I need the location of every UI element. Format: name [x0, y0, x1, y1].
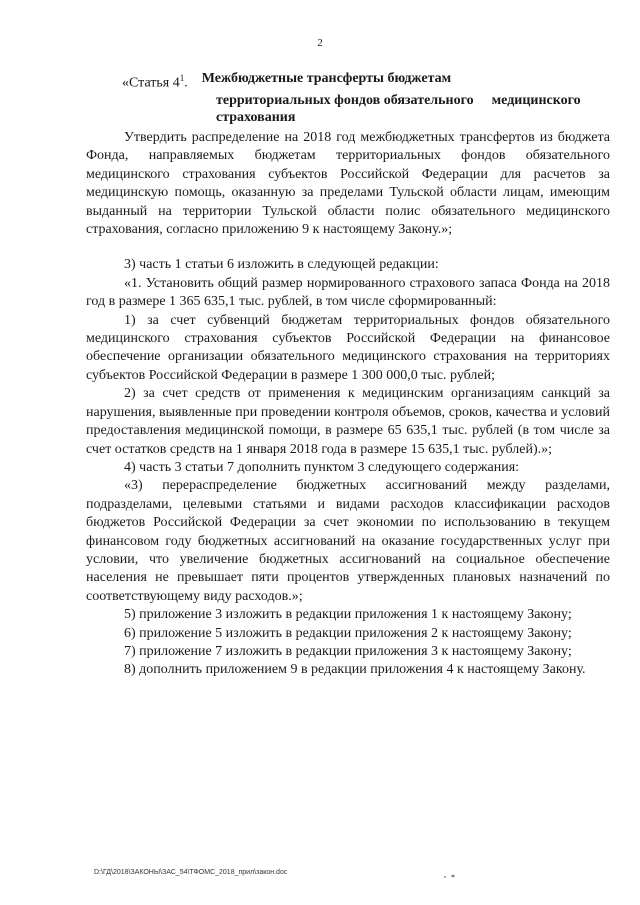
document-body [86, 129, 610, 680]
paragraph-reserve: «1. Установить общий размер нормированного страхового запаса Фонда на 2018 год в размере 1 365 635,1 тыс. рублей, в том числе сформированный: [86, 275, 610, 310]
paragraph-item-6: 6) приложение 5 изложить в редакции приложения 2 к настоящему Закону; [124, 625, 572, 641]
article-heading [122, 70, 602, 126]
footer-file-path: D:\ГД\2018\ЗАКОНЫ\ЗАС_54\ТФОМС_2018_прил\закон.doc [94, 869, 288, 876]
paragraph-item-3: 3) часть 1 статьи 6 изложить в следующей редакции: [124, 257, 439, 273]
paragraph-redistribution: «3) перераспределение бюджетных ассигнований между разделами, подразделами, целевыми статьями и видами расходов классификации расходов бюджетов Российской Федерации за счет экономии по использованию в текущем финансовом году бюджетных ассигнований на оказание государственных услуг при условии, что увеличение бюджетных ассигнований на социальное обеспечение населения не превышает пяти процентов утвержденных плановых назначений по соответствующему виду расходов.»; [86, 478, 610, 604]
article-label: «Статья $4^1$. [122, 73, 188, 91]
paragraph-item-7: 7) приложение 7 изложить в редакции приложения 3 к настоящему Закону; [124, 643, 572, 659]
page-number: 2 [317, 37, 323, 49]
paragraph-transfers: Утвердить распределение на 2018 год межбюджетных трансфертов из бюджета Фонда, направляемых бюджетам территориальных фондов обязательного медицинского страхования субъектов Российской Федерации для расчетов за медицинскую помощь, оказанную за пределами Тульской области лицам, имеющим выданный на территории Тульской области полис обязательного медицинского страхования, согласно приложению 9 к настоящему Закону.»; [86, 130, 610, 238]
article-title-line-3: страхования [216, 109, 296, 125]
paragraph-item-8: 8) дополнить приложением 9 в редакции приложения 4 к настоящему Закону. [124, 662, 586, 678]
article-title-line-1: Межбюджетные трансферты бюджетам [201, 71, 452, 86]
scan-mark-icon [442, 872, 458, 880]
article-title-line-2: территориальных фондов обязательного медицинского [216, 92, 581, 108]
paragraph-item-5: 5) приложение 3 изложить в редакции приложения 1 к настоящему Закону; [124, 607, 572, 623]
paragraph-item-4: 4) часть 3 статьи 7 дополнить пунктом 3 следующего содержания: [124, 459, 520, 475]
paragraph-reserve-1: 1) за счет субвенций бюджетам территориальных фондов обязательного медицинского страхования субъектов Российской Федерации на финансовое обеспечение организации обязательного медицинского страхования на территориях субъектов Российской Федерации в размере 1 300 000,0 тыс. рублей; [86, 312, 610, 383]
paragraph-reserve-2: 2) за счет средств от применения к медицинским организациям санкций за нарушения, выявленные при проведении контроля объемов, сроков, качества и условий предоставления медицинской помощи, в размере 65 635,1 тыс. рублей (в том числе за счет остатков средств на 1 января 2018 года в размере 15 635,1 тыс. рублей).»; [86, 386, 610, 457]
